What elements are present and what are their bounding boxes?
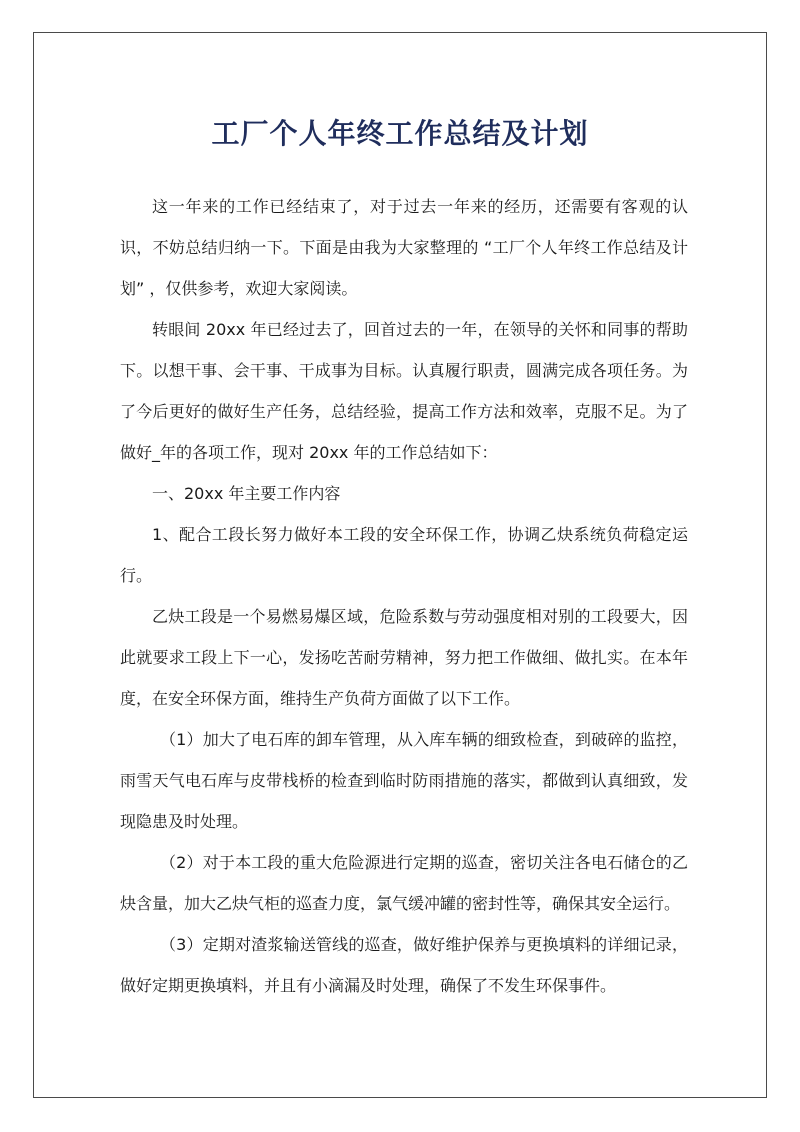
body-paragraph: 乙炔工段是一个易燃易爆区域，危险系数与劳动强度相对别的工段要大，因此就要求工段上下一心，发扬吃苦耐劳精神，努力把工作做细、做扎实。在本年度，在安全环保方面，维持生产负荷方面做了以下工作。 [120,607,688,708]
item-heading: 1、配合工段长努力做好本工段的安全环保工作，协调乙炔系统负荷稳定运行。 [120,525,688,585]
sub-item-3: （3）定期对渣浆输送管线的巡查，做好维护保养与更换填料的详细记录，做好定期更换填料，并且有小滴漏及时处理，确保了不发生环保事件。 [120,935,688,995]
summary-paragraph: 转眼间 20xx 年已经过去了，回首过去的一年，在领导的关怀和同事的帮助下。以想干事、会干事、干成事为目标。认真履行职责，圆满完成各项任务。为了今后更好的做好生产任务，总结经验，提高工作方法和效率，克服不足。为了做好_年的各项工作，现对 20xx 年的工作总结如下： [120,320,688,462]
sub-item-1: （1）加大了电石库的卸车管理，从入库车辆的细致检查，到破碎的监控，雨雪天气电石库与皮带栈桥的检查到临时防雨措施的落实，都做到认真细致，发现隐患及时处理。 [120,730,688,831]
section-heading: 一、20xx 年主要工作内容 [152,484,341,503]
sub-item-2: （2）对于本工段的重大危险源进行定期的巡查，密切关注各电石储仓的乙炔含量，加大乙炔气柜的巡查力度，氯气缓冲罐的密封性等，确保其安全运行。 [120,853,688,913]
intro-paragraph: 这一年来的工作已经结束了，对于过去一年来的经历，还需要有客观的认识，不妨总结归纳一下。下面是由我为大家整理的 “工厂个人年终工作总结及计划” ，仅供参考，欢迎大家阅读。 [120,197,688,298]
document-body [120,186,688,1006]
document-title: 工厂个人年终工作总结及计划 [211,117,589,150]
